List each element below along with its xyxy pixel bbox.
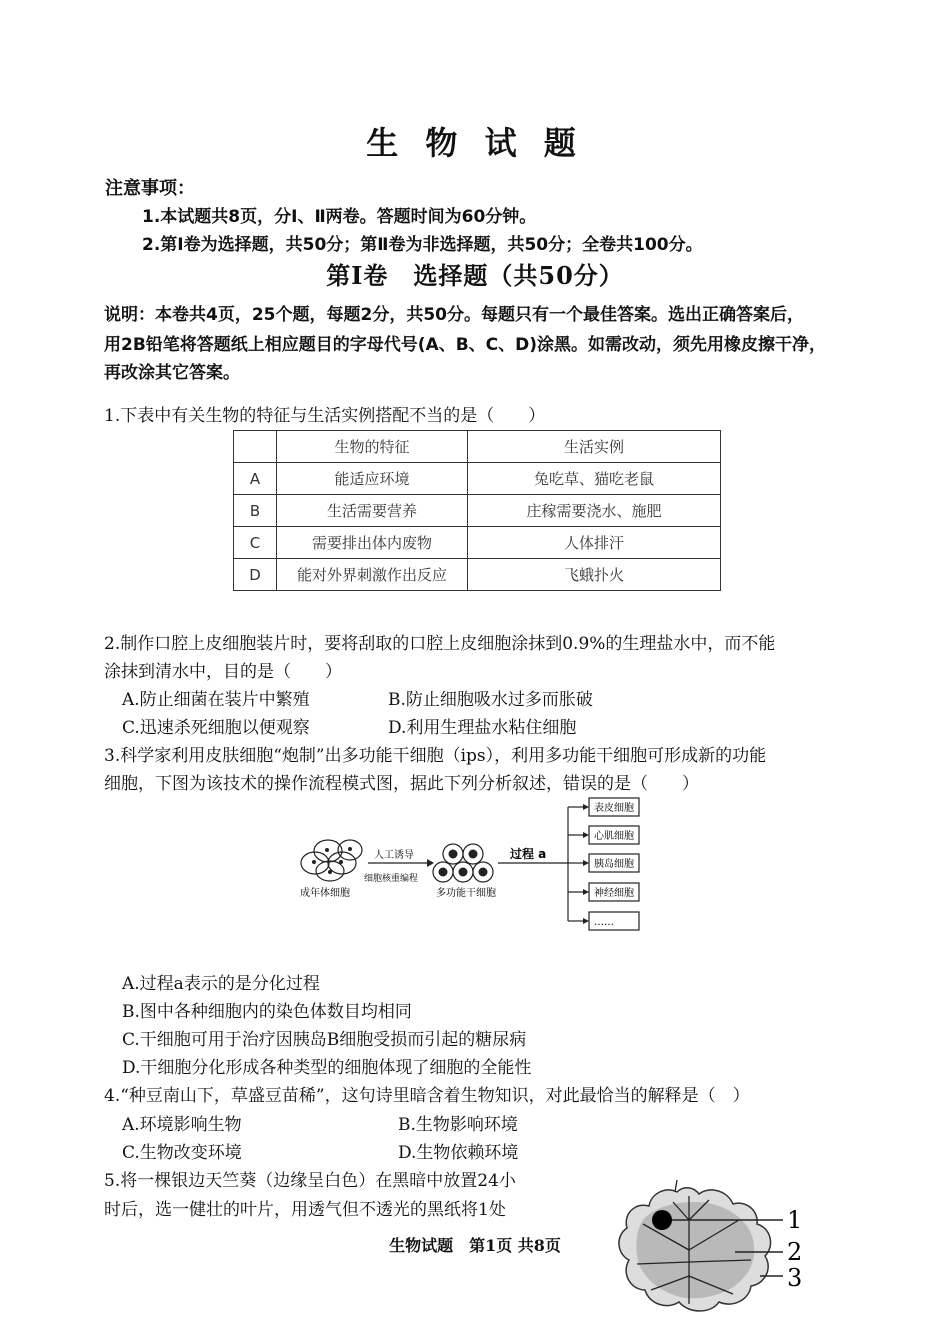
process-label: 过程 a	[510, 847, 547, 861]
table-cell: 飞蛾扑火	[468, 559, 721, 591]
table-row	[234, 559, 721, 591]
notice-line-1: 1.本试题共8页，分Ⅰ、Ⅱ两卷。答题时间为60分钟。	[142, 207, 537, 227]
output-label: 表皮细胞	[594, 803, 634, 814]
table-row	[234, 463, 721, 495]
output-label: 神经细胞	[594, 888, 634, 899]
q1-table	[233, 430, 721, 591]
leaf-label-2: 2	[787, 1238, 803, 1266]
section-title: 第Ⅰ卷 选择题（共50分）	[326, 261, 624, 290]
arrow-top-label: 人工诱导	[374, 850, 414, 861]
q3-option-c: C.干细胞可用于治疗因胰岛B细胞受损而引起的糖尿病	[122, 1030, 527, 1050]
black-paper-spot	[652, 1210, 672, 1230]
q4-option-a: A.环境影响生物	[122, 1115, 242, 1135]
table-cell: 能对外界刺激作出反应	[277, 559, 468, 591]
notice-line-2: 2.第Ⅰ卷为选择题，共50分；第Ⅱ卷为非选择题，共50分；全卷共100分。	[142, 235, 703, 255]
table-cell: 生活需要营养	[277, 495, 468, 527]
arrow-bottom-label: 细胞核重编程	[364, 874, 419, 884]
table-cell: 人体排汗	[468, 527, 721, 559]
notice-heading: 注意事项：	[105, 178, 195, 199]
table-cell: 庄稼需要浇水、施肥	[468, 495, 721, 527]
output-label: 胰岛细胞	[594, 859, 634, 870]
leaf-label-3: 3	[787, 1264, 803, 1292]
q2-option-d: D.利用生理盐水粘住细胞	[388, 718, 577, 738]
q4-option-b: B.生物影响环境	[398, 1115, 518, 1135]
q5-stem-line-2: 时后，选一健壮的叶片，用透气但不透光的黑纸将1处	[104, 1200, 506, 1220]
table-header-cell: 生活实例	[468, 431, 721, 463]
table-cell	[234, 431, 277, 463]
instructions-line-3: 再改涂其它答案。	[104, 363, 240, 383]
q4-stem: 4.“种豆南山下，草盛豆苗稀”，这句诗里暗含着生物知识，对此最恰当的解释是（ ）	[104, 1086, 750, 1106]
adult-cell-label: 成年体细胞	[300, 888, 350, 899]
arrow-head	[427, 859, 434, 867]
leaf-label-1: 1	[787, 1206, 803, 1234]
table-cell: D	[234, 559, 277, 591]
table-cell: B	[234, 495, 277, 527]
q3-option-d: D.干细胞分化形成各种类型的细胞体现了细胞的全能性	[122, 1058, 532, 1078]
q3-stem-line-1: 3.科学家利用皮肤细胞“炮制”出多功能干细胞（ips），利用多功能干细胞可形成新的功能	[104, 746, 767, 766]
instructions-line-2: 用2B铅笔将答题纸上相应题目的字母代号(A、B、C、D)涂黑。如需改动，须先用橡皮擦干净，	[104, 335, 827, 355]
table-cell: 兔吃草、猫吃老鼠	[468, 463, 721, 495]
table-cell: C	[234, 527, 277, 559]
q2-option-a: A.防止细菌在装片中繁殖	[122, 690, 310, 710]
q4-option-d: D.生物依赖环境	[398, 1143, 519, 1163]
table-cell: 需要排出体内废物	[277, 527, 468, 559]
q5-stem-line-1: 5.将一棵银边天竺葵（边缘呈白色）在黑暗中放置24小	[104, 1171, 516, 1191]
q2-option-b: B.防止细胞吸水过多而胀破	[388, 690, 593, 710]
table-row	[234, 495, 721, 527]
page-title: 生 物 试 题	[366, 124, 584, 162]
q1-stem: 1.下表中有关生物的特征与生活实例搭配不当的是（ ）	[104, 406, 546, 426]
q3-option-a: A.过程a表示的是分化过程	[122, 974, 320, 994]
stem-cell-label: 多功能干细胞	[436, 888, 496, 899]
stem-cell-diagram	[290, 795, 650, 940]
instructions-line-1: 说明：本卷共4页，25个题，每题2分，共50分。每题只有一个最佳答案。选出正确答案后，	[104, 305, 804, 325]
q3-option-b: B.图中各种细胞内的染色体数目均相同	[122, 1002, 412, 1022]
table-cell: 能适应环境	[277, 463, 468, 495]
output-label: 心肌细胞	[594, 831, 634, 842]
q2-stem-line-1: 2.制作口腔上皮细胞装片时，要将刮取的口腔上皮细胞涂抹到0.9%的生理盐水中，而不能	[104, 634, 776, 654]
q2-stem-line-2: 涂抹到清水中，目的是（ ）	[104, 662, 342, 682]
adult-cells-icon	[301, 840, 362, 881]
q2-option-c: C.迅速杀死细胞以便观察	[122, 718, 310, 738]
page-footer: 生物试题 第1页 共8页	[389, 1236, 561, 1255]
table-row	[234, 431, 721, 463]
table-row	[234, 527, 721, 559]
q4-option-c: C.生物改变环境	[122, 1143, 242, 1163]
q3-stem-line-2: 细胞，下图为该技术的操作流程模式图，据此下列分析叙述，错误的是（ ）	[104, 774, 699, 794]
table-header-cell: 生物的特征	[277, 431, 468, 463]
output-label: ……	[594, 917, 614, 928]
table-cell: A	[234, 463, 277, 495]
